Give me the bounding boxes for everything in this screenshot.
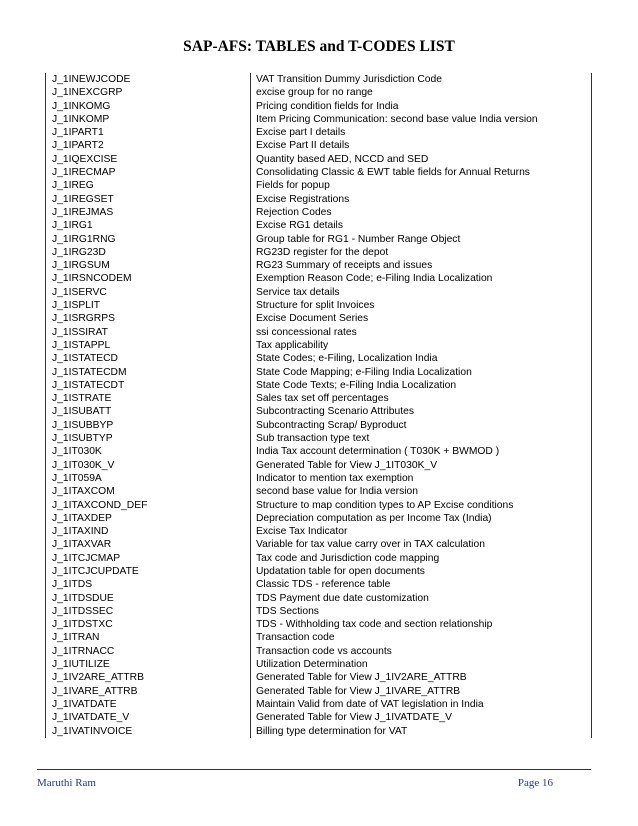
table-row [46,445,591,458]
table-row [46,565,591,578]
table-description-cell: Excise Document Series [256,313,369,325]
table-code-cell: J_1ISTATECDT [52,379,125,391]
table-code-cell: J_1IUTILIZE [52,659,110,671]
table-description-cell: State Codes; e-Filing, Localization India [256,353,438,365]
table-row [46,259,591,272]
table-row [46,86,591,99]
table-description-cell: Tax applicability [256,339,329,351]
table-description-cell: Generated Table for View J_1IT030K_V [256,459,438,471]
tcode-table [45,73,592,738]
table-row [46,499,591,512]
table-code-cell: J_1ISRGRPS [52,313,115,325]
table-code-cell: J_1ITDS [52,579,93,591]
table-code-cell: J_1ISUBTYP [52,433,113,445]
table-row [46,631,591,644]
table-description-cell: Indicator to mention tax exemption [256,472,414,484]
table-description-cell: State Code Mapping; e-Filing India Localization [256,366,472,378]
table-row [46,538,591,551]
table-description-cell: India Tax account determination ( T030K + BWMOD ) [256,446,500,458]
table-code-cell: J_1IT030K_V [52,459,115,471]
table-code-cell: J_1ISTATECDM [52,366,127,378]
table-description-cell: Consolidating Classic & EWT table fields for Annual Returns [256,167,530,179]
table-code-cell: J_1IRG1 [52,220,93,232]
table-description-cell: Item Pricing Communication: second base value India version [256,113,538,125]
table-description-cell: Quantity based AED, NCCD and SED [256,153,429,165]
table-row [46,711,591,724]
footer-divider [37,769,591,770]
table-row [46,485,591,498]
table-description-cell: TDS - Withholding tax code and section relationship [256,619,493,631]
table-code-cell: J_1ISUBATT [52,406,112,418]
table-description-cell: Generated Table for View J_1IV2ARE_ATTRB [256,672,467,684]
table-description-cell: RG23 Summary of receipts and issues [256,260,433,272]
table-description-cell: RG23D register for the depot [256,246,389,258]
table-row [46,286,591,299]
table-row [46,432,591,445]
table-description-cell: Utilization Determination [256,659,368,671]
table-row [46,139,591,152]
table-description-cell: ssi concessional rates [256,326,357,338]
table-row [46,100,591,113]
table-code-cell: J_1ITAXIND [52,526,109,538]
table-code-cell: J_1INEXCGRP [52,87,123,99]
table-description-cell: Group table for RG1 - Number Range Object [256,233,461,245]
table-row [46,219,591,232]
table-code-cell: J_1IT059A [52,472,102,484]
table-code-cell: J_1ITAXVAR [52,539,112,551]
table-code-cell: J_1ISTATECD [52,353,118,365]
table-description-cell: Excise Tax Indicator [256,526,348,538]
table-row [46,472,591,485]
table-code-cell: J_1ITAXDEP [52,512,112,524]
table-code-cell: J_1IREGSET [52,193,114,205]
table-code-cell: J_1ISTAPPL [52,339,111,351]
table-row [46,671,591,684]
table-description-cell: Depreciation computation as per Income Tax (India) [256,512,492,524]
table-code-cell: J_1ITDSTXC [52,619,113,631]
table-description-cell: Rejection Codes [256,206,332,218]
table-row [46,592,591,605]
table-row [46,312,591,325]
table-description-cell: TDS Payment due date customization [256,592,429,604]
table-description-cell: Sales tax set off percentages [256,393,389,405]
table-description-cell: Pricing condition fields for India [256,100,399,112]
table-code-cell: J_1INKOMP [52,113,110,125]
table-row [46,233,591,246]
table-code-cell: J_1IPART2 [52,140,104,152]
table-description-cell: Subcontracting Scenario Attributes [256,406,414,418]
table-code-cell: J_1IREG [52,180,94,192]
table-code-cell: J_1ITRNACC [52,645,115,657]
table-row [46,685,591,698]
table-description-cell: Excise Registrations [256,193,350,205]
table-row [46,206,591,219]
page-title: SAP-AFS: TABLES and T-CODES LIST [183,38,455,55]
footer-page-number: Page 16 [517,777,553,789]
table-row [46,419,591,432]
table-code-cell: J_1ITDSDUE [52,592,114,604]
table-row [46,405,591,418]
table-row [46,379,591,392]
table-row [46,179,591,192]
table-code-cell: J_1IRGSUM [52,260,110,272]
table-code-cell: J_1ITRAN [52,632,100,644]
table-row [46,459,591,472]
table-row [46,366,591,379]
table-code-cell: J_1IRG1RNG [52,233,116,245]
table-code-cell: J_1ISUBBYP [52,419,114,431]
table-row [46,352,591,365]
table-row [46,725,591,738]
table-description-cell: VAT Transition Dummy Jurisdiction Code [256,74,442,85]
table-row [46,525,591,538]
table-description-cell: Sub transaction type text [256,433,370,445]
table-description-cell: Structure to map condition types to AP Excise conditions [256,499,514,511]
table-description-cell: Exemption Reason Code; e-Filing India Localization [256,273,493,285]
table-code-cell: J_1INKOMG [52,100,111,112]
table-code-cell: J_1IPART1 [52,127,104,139]
table-description-cell: Excise part I details [256,127,346,139]
table-description-cell: Generated Table for View J_1IVATDATE_V [256,712,452,724]
table-code-cell: J_1ITAXCOM [52,486,115,498]
table-code-cell: J_1IQEXCISE [52,153,118,165]
table-code-cell: J_1IRECMAP [52,167,116,179]
table-description-cell: Maintain Valid from date of VAT legislation in India [256,698,484,710]
table-description-cell: Service tax details [256,286,340,298]
table-row [46,698,591,711]
table-description-cell: Classic TDS - reference table [256,579,391,591]
table-row [46,272,591,285]
table-row [46,658,591,671]
table-code-cell: J_1IV2ARE_ATTRB [52,672,144,684]
table-description-cell: Billing type determination for VAT [256,725,408,737]
table-row [46,193,591,206]
table-code-cell: J_1ISTRATE [52,393,112,405]
table-row [46,645,591,658]
table-row [46,166,591,179]
table-code-cell: J_1INEWJCODE [52,74,131,85]
table-row [46,618,591,631]
table-code-cell: J_1IRSNCODEM [52,273,132,285]
table-row [46,339,591,352]
table-row [46,113,591,126]
table-description-cell: Transaction code [256,632,335,644]
table-row [46,512,591,525]
table-row [46,73,591,86]
table-code-cell: J_1ISPLIT [52,300,101,312]
table-code-cell: J_1IT030K [52,446,102,458]
table-row [46,126,591,139]
table-code-cell: J_1IVATDATE [52,698,117,710]
table-description-cell: Transaction code vs accounts [256,645,392,657]
table-description-cell: Excise RG1 details [256,220,343,232]
table-description-cell: Structure for split Invoices [256,300,375,312]
table-code-cell: J_1IVATINVOICE [52,725,133,737]
table-row [46,299,591,312]
table-code-cell: J_1IREJMAS [52,206,114,218]
table-code-cell: J_1ITAXCOND_DEF [52,499,148,511]
table-description-cell: second base value for India version [256,486,418,498]
table-description-cell: Fields for popup [256,180,330,192]
table-description-cell: Tax code and Jurisdiction code mapping [256,552,440,564]
table-description-cell: Variable for tax value carry over in TAX calculation [256,539,485,551]
table-code-cell: J_1ITCJCMAP [52,552,121,564]
table-description-cell: Updatation table for open documents [256,565,425,577]
table-row [46,552,591,565]
table-description-cell: excise group for no range [256,87,373,99]
table-code-cell: J_1IVARE_ATTRB [52,685,138,697]
table-code-cell: J_1ITDSSEC [52,605,114,617]
table-row [46,605,591,618]
table-description-cell: State Code Texts; e-Filing India Localization [256,379,457,391]
table-code-cell: J_1IRG23D [52,246,106,258]
table-row [46,578,591,591]
table-row [46,326,591,339]
table-description-cell: Subcontracting Scrap/ Byproduct [256,419,407,431]
footer-author: Maruthi Ram [37,777,96,789]
table-row [46,392,591,405]
table-description-cell: Generated Table for View J_1IVARE_ATTRB [256,685,461,697]
table-code-cell: J_1IVATDATE_V [52,712,130,724]
table-description-cell: Excise Part II details [256,140,350,152]
table-row [46,153,591,166]
table-code-cell: J_1ISERVC [52,286,107,298]
table-row [46,246,591,259]
table-code-cell: J_1ISSIRAT [52,326,108,338]
table-code-cell: J_1ITCJCUPDATE [52,565,139,577]
table-description-cell: TDS Sections [256,605,319,617]
